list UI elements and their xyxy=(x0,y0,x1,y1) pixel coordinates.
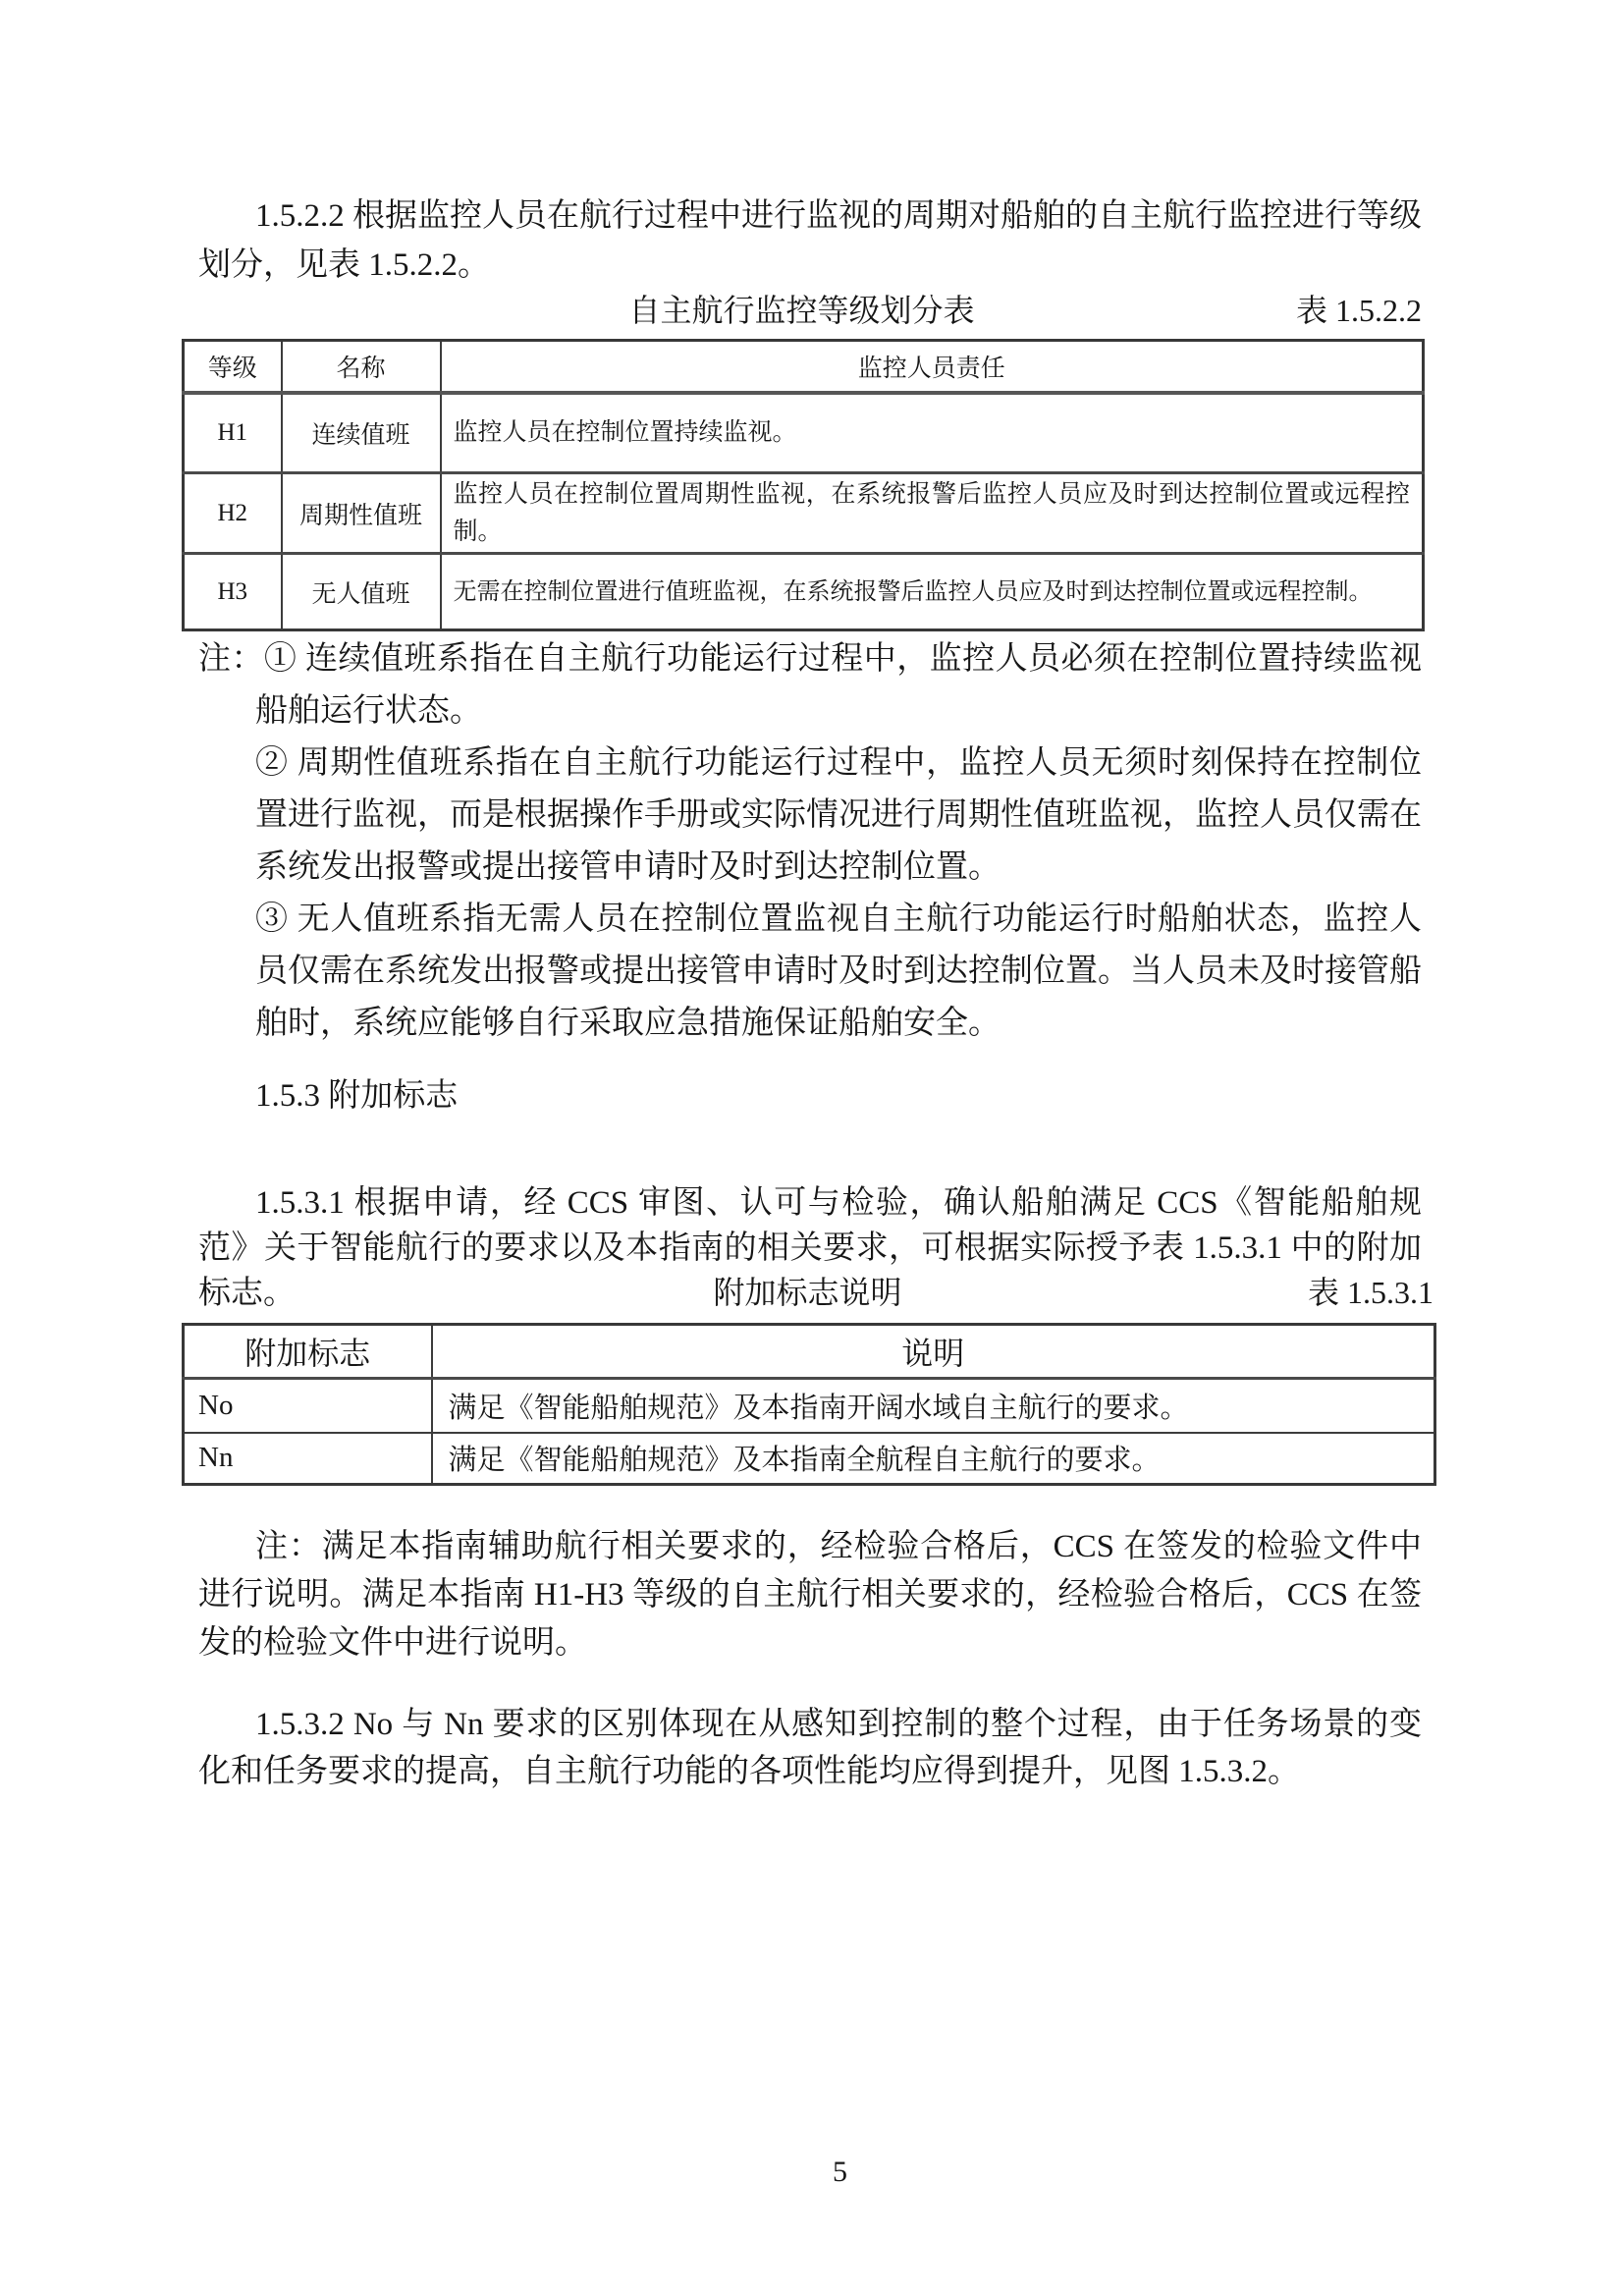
table1-cell-name: 连续值班 xyxy=(282,393,441,473)
table2-header-row xyxy=(184,1325,1435,1379)
table1-caption: 自主航行监控等级划分表 xyxy=(628,293,975,328)
table1-header-row xyxy=(184,341,1424,393)
note-item-2: ② 周期性值班系指在自主航行功能运行过程中，监控人员无须时刻保持在控制位置进行监视，而是根据操作手册或实际情况进行周期性值班监视，监控人员仅需在系统发出报警或提出接管申请时及时到达控制位置。 xyxy=(255,745,1422,885)
table1-row-h1 xyxy=(184,393,1424,473)
paragraph-1-5-2-2: 1.5.2.2 根据监控人员在航行过程中进行监视的周期对船舶的自主航行监控进行等级划分，见表 1.5.2.2。 xyxy=(198,198,1422,283)
table1-number-label: 表 1.5.2.2 xyxy=(1295,293,1422,328)
heading-1-5-3: 1.5.3 附加标志 xyxy=(255,1078,459,1114)
table2-note: 注：满足本指南辅助航行相关要求的，经检验合格后，CCS 在签发的检验文件中进行说明。满足本指南 H1-H3 等级的自主航行相关要求的，经检验合格后，CCS 在签发的检验文件中进行说明。 xyxy=(198,1529,1422,1661)
table1-cell-level: H3 xyxy=(184,554,282,630)
table1-cell-level: H2 xyxy=(184,473,282,554)
table1-cell-name: 无人值班 xyxy=(282,554,441,630)
paragraph-1-5-3-2: 1.5.3.2 No 与 Nn 要求的区别体现在从感知到控制的整个过程，由于任务场景的变化和任务要求的提高，自主航行功能的各项性能均应得到提升，见图 1.5.3.2。 xyxy=(198,1707,1422,1789)
table1-notes xyxy=(198,633,1422,1050)
table2-cell-mark: No xyxy=(184,1379,432,1433)
table1-header-name: 名称 xyxy=(282,341,441,393)
paragraph-1-5-3-1: 1.5.3.1 根据申请，经 CCS 审图、认可与检验，确认船舶满足 CCS《智能船舶规范》关于智能航行的要求以及本指南的相关要求，可根据实际授予表 1.5.3.1 中的附加标志。 xyxy=(198,1185,1422,1311)
table2-row-no xyxy=(184,1379,1435,1433)
note-item-1-text: ① 连续值班系指在自主航行功能运行过程中，监控人员必须在控制位置持续监视船舶运行状态。 xyxy=(255,641,1423,729)
table1-cell-duty: 监控人员在控制位置周期性监视，在系统报警后监控人员应及时到达控制位置或远程控制。 xyxy=(441,473,1424,554)
table1-row-h3 xyxy=(184,554,1424,630)
table2-header-mark: 附加标志 xyxy=(184,1325,432,1379)
table1-cell-duty: 监控人员在控制位置持续监视。 xyxy=(441,393,1424,473)
table2-caption: 附加标志说明 xyxy=(713,1275,902,1310)
additional-marks-table xyxy=(182,1323,1436,1486)
page-number: 5 xyxy=(833,2156,847,2188)
table2-number-label: 表 1.5.3.1 xyxy=(1307,1275,1434,1310)
note-prefix: 注： xyxy=(198,641,264,677)
table1-cell-name: 周期性值班 xyxy=(282,473,441,554)
table2-cell-mark: Nn xyxy=(184,1433,432,1485)
table1-cell-duty: 无需在控制位置进行值班监视，在系统报警后监控人员应及时到达控制位置或远程控制。 xyxy=(441,554,1424,630)
note-item-1 xyxy=(198,633,1422,738)
table1-cell-level: H1 xyxy=(184,393,282,473)
table1-row-h2 xyxy=(184,473,1424,554)
note-item-3: ③ 无人值班系指无需人员在控制位置监视自主航行功能运行时船舶状态，监控人员仅需在系统发出报警或提出接管申请时及时到达控制位置。当人员未及时接管船舶时，系统应能够自行采取应急措施保证船舶安全。 xyxy=(255,902,1422,1041)
monitoring-levels-table xyxy=(182,339,1425,631)
table1-header-duty: 监控人员责任 xyxy=(441,341,1424,393)
table1-header-level: 等级 xyxy=(184,341,282,393)
table2-cell-desc: 满足《智能船舶规范》及本指南全航程自主航行的要求。 xyxy=(432,1433,1435,1485)
table2-cell-desc: 满足《智能船舶规范》及本指南开阔水域自主航行的要求。 xyxy=(432,1379,1435,1433)
table2-row-nn xyxy=(184,1433,1435,1485)
table2-header-desc: 说明 xyxy=(432,1325,1435,1379)
